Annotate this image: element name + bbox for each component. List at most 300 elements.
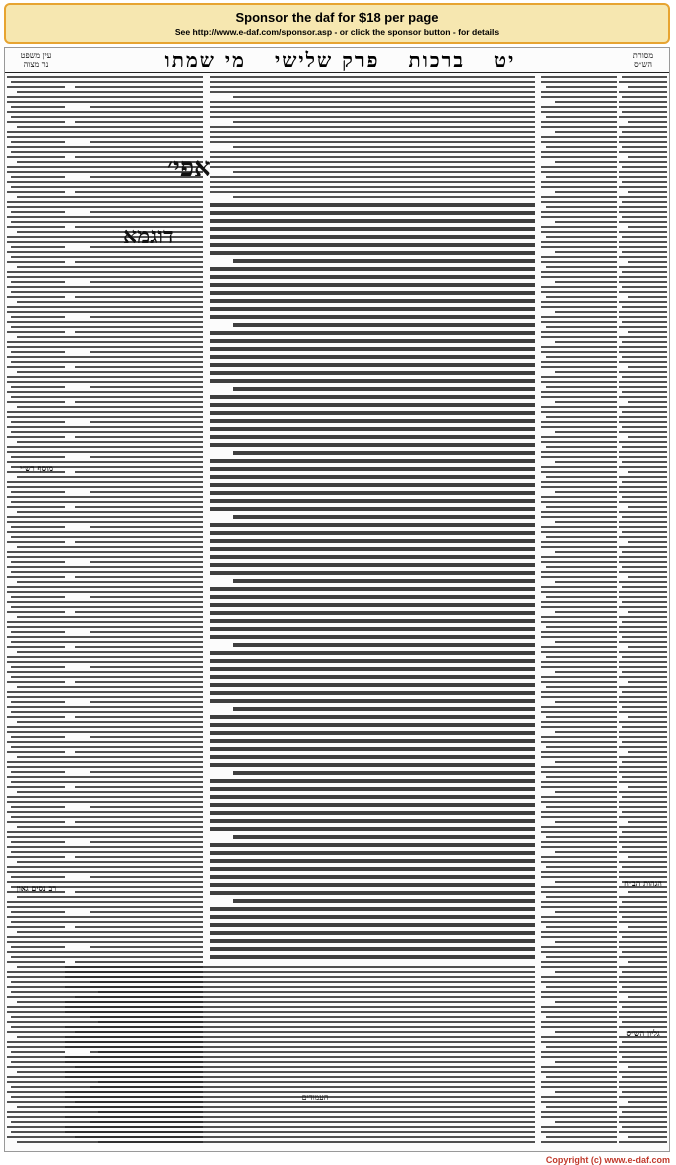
text-line — [11, 781, 65, 783]
text-line — [619, 196, 667, 198]
text-line — [619, 371, 667, 373]
text-line — [619, 476, 667, 478]
text-line — [7, 226, 65, 228]
text-line — [622, 936, 667, 938]
text-line — [75, 541, 203, 543]
text-line — [233, 121, 535, 123]
text-line — [546, 296, 617, 298]
text-line — [75, 926, 203, 928]
text-line — [65, 311, 203, 313]
text-line — [7, 436, 65, 438]
text-line — [622, 286, 667, 288]
text-line — [75, 681, 203, 683]
sponsor-subtitle[interactable]: See http://www.e-daf.com/sponsor.asp - or click the sponsor button - for details — [174, 27, 500, 37]
text-line — [541, 741, 617, 743]
text-line — [541, 381, 617, 383]
text-line — [17, 686, 65, 688]
text-line — [622, 566, 667, 568]
text-line — [65, 686, 203, 688]
text-line — [210, 459, 535, 463]
text-line — [210, 435, 535, 439]
text-line — [555, 281, 617, 283]
text-line — [11, 711, 65, 713]
text-line — [541, 406, 617, 408]
text-line — [7, 1126, 65, 1128]
dibur-hamatchil-word-2: דוגמא — [123, 223, 174, 249]
text-line — [541, 486, 617, 488]
text-line — [7, 836, 65, 838]
text-line — [622, 601, 667, 603]
text-line — [546, 476, 617, 478]
text-line — [65, 1041, 535, 1043]
section-label-hagahot-habach: הגהות הב״ח — [624, 878, 662, 888]
masoret-hashas-column — [619, 76, 667, 1146]
text-line — [65, 356, 203, 358]
text-line — [541, 861, 617, 863]
text-line — [546, 806, 617, 808]
text-line — [619, 136, 667, 138]
text-line — [65, 326, 203, 328]
text-line — [619, 711, 667, 713]
text-line — [622, 671, 667, 673]
text-line — [619, 301, 667, 303]
text-line — [7, 506, 65, 508]
text-line — [7, 936, 65, 938]
text-line — [210, 211, 535, 215]
text-line — [65, 416, 203, 418]
text-line — [65, 371, 203, 373]
text-line — [619, 361, 667, 363]
text-line — [619, 456, 667, 458]
text-line — [555, 1031, 617, 1033]
text-line — [546, 236, 617, 238]
text-line — [619, 721, 667, 723]
text-line — [541, 946, 617, 948]
text-line — [7, 346, 65, 348]
text-line — [11, 281, 65, 283]
text-line — [17, 266, 65, 268]
text-line — [555, 311, 617, 313]
text-line — [7, 111, 65, 113]
text-line — [7, 731, 65, 733]
text-line — [65, 676, 203, 678]
text-line — [541, 466, 617, 468]
text-line — [555, 851, 617, 853]
text-line — [65, 696, 203, 698]
text-line — [75, 366, 203, 368]
text-line — [17, 231, 65, 233]
text-line — [65, 481, 203, 483]
text-line — [210, 419, 535, 423]
text-line — [541, 796, 617, 798]
text-line — [90, 911, 203, 913]
text-line — [65, 861, 203, 863]
text-line — [65, 426, 203, 428]
text-line — [622, 146, 667, 148]
text-line — [7, 646, 65, 648]
text-line — [7, 821, 65, 823]
sponsor-banner[interactable] — [4, 3, 670, 44]
ein-mishpat-label: עין משפט — [20, 51, 52, 60]
text-line — [541, 1066, 617, 1068]
text-line — [541, 511, 617, 513]
text-line — [233, 323, 535, 327]
text-line — [619, 976, 667, 978]
top-commentary-block — [210, 76, 535, 201]
text-line — [7, 76, 65, 78]
ein-mishpat-column — [7, 76, 65, 1146]
text-line — [210, 136, 535, 138]
text-line — [619, 186, 667, 188]
text-line — [7, 531, 65, 533]
text-line — [541, 1021, 617, 1023]
text-line — [541, 291, 617, 293]
text-line — [210, 355, 535, 359]
text-line — [541, 931, 617, 933]
text-line — [75, 891, 203, 893]
text-line — [7, 656, 65, 658]
text-line — [622, 96, 667, 98]
text-line — [7, 556, 65, 558]
text-line — [619, 521, 667, 523]
text-line — [541, 591, 617, 593]
text-line — [233, 146, 535, 148]
text-line — [541, 451, 617, 453]
text-line — [622, 236, 667, 238]
text-line — [65, 901, 203, 903]
text-line — [210, 955, 535, 959]
text-line — [541, 196, 617, 198]
text-line — [210, 595, 535, 599]
text-line — [210, 475, 535, 479]
text-line — [65, 396, 203, 398]
text-line — [619, 651, 667, 653]
text-line — [11, 326, 65, 328]
text-line — [619, 451, 667, 453]
text-line — [17, 336, 65, 338]
text-line — [7, 516, 65, 518]
text-line — [65, 216, 203, 218]
copyright-link[interactable]: Copyright (c) www.e-daf.com — [545, 1155, 670, 1165]
text-line — [619, 911, 667, 913]
text-line — [65, 111, 203, 113]
text-line — [628, 1101, 667, 1103]
text-line — [7, 356, 65, 358]
text-line — [628, 331, 667, 333]
text-line — [7, 551, 65, 553]
text-line — [210, 86, 535, 88]
text-line — [546, 146, 617, 148]
text-line — [555, 221, 617, 223]
text-line — [628, 401, 667, 403]
text-line — [619, 81, 667, 83]
text-line — [7, 241, 65, 243]
text-line — [65, 616, 203, 618]
text-line — [210, 947, 535, 951]
text-line — [622, 866, 667, 868]
text-line — [541, 766, 617, 768]
text-line — [619, 91, 667, 93]
text-line — [7, 521, 65, 523]
text-line — [90, 876, 203, 878]
text-line — [75, 436, 203, 438]
text-line — [7, 251, 65, 253]
text-line — [622, 426, 667, 428]
text-line — [541, 841, 617, 843]
text-line — [233, 643, 535, 647]
text-line — [541, 646, 617, 648]
text-line — [541, 396, 617, 398]
text-line — [541, 1101, 617, 1103]
text-line — [65, 301, 203, 303]
text-line — [7, 401, 65, 403]
text-line — [619, 1011, 667, 1013]
text-line — [210, 939, 535, 943]
masoret-label: מסורת — [632, 51, 654, 60]
text-line — [541, 411, 617, 413]
text-line — [555, 881, 617, 883]
text-line — [210, 499, 535, 503]
text-line — [65, 801, 203, 803]
text-line — [541, 516, 617, 518]
text-line — [65, 766, 203, 768]
text-line — [541, 966, 617, 968]
text-line — [7, 801, 65, 803]
text-line — [17, 616, 65, 618]
text-line — [210, 651, 535, 655]
text-line — [7, 796, 65, 798]
text-line — [622, 636, 667, 638]
text-line — [619, 1016, 667, 1018]
section-label-musaf-rashi: מוסף רש״י — [20, 463, 53, 473]
text-line — [11, 701, 65, 703]
text-line — [546, 896, 617, 898]
text-line — [541, 241, 617, 243]
text-line — [7, 691, 65, 693]
tractate-name: ברכות — [408, 48, 466, 72]
text-line — [619, 666, 667, 668]
text-line — [210, 203, 535, 207]
text-line — [65, 871, 203, 873]
text-line — [210, 275, 535, 279]
text-line — [541, 111, 617, 113]
text-line — [619, 416, 667, 418]
text-line — [65, 951, 203, 953]
text-line — [628, 366, 667, 368]
text-line — [541, 886, 617, 888]
text-line — [210, 891, 535, 895]
text-line — [90, 701, 203, 703]
text-line — [11, 536, 65, 538]
text-line — [541, 696, 617, 698]
text-line — [628, 226, 667, 228]
text-line — [541, 1011, 617, 1013]
page-number: יט — [494, 48, 516, 72]
text-line — [65, 556, 203, 558]
text-line — [17, 721, 65, 723]
text-line — [233, 899, 535, 903]
text-line — [90, 631, 203, 633]
section-label-gilyon-hashas: גליון הש״ס — [626, 1028, 660, 1038]
text-line — [555, 131, 617, 133]
text-line — [622, 181, 667, 183]
text-line — [210, 251, 535, 255]
text-line — [11, 561, 65, 563]
text-line — [65, 306, 203, 308]
text-line — [11, 456, 65, 458]
text-line — [628, 751, 667, 753]
text-line — [65, 291, 203, 293]
text-line — [555, 551, 617, 553]
text-line — [11, 526, 65, 528]
text-line — [541, 531, 617, 533]
text-line — [65, 816, 203, 818]
text-line — [11, 641, 65, 643]
text-line — [65, 671, 203, 673]
text-line — [541, 91, 617, 93]
text-line — [541, 1096, 617, 1098]
text-line — [65, 1076, 535, 1078]
text-line — [7, 941, 65, 943]
text-line — [622, 1056, 667, 1058]
text-line — [619, 441, 667, 443]
text-line — [11, 106, 65, 108]
text-line — [628, 1136, 667, 1138]
text-line — [65, 796, 203, 798]
text-line — [11, 81, 65, 83]
text-line — [7, 996, 65, 998]
text-line — [619, 1106, 667, 1108]
text-line — [65, 101, 203, 103]
text-line — [619, 526, 667, 528]
text-line — [546, 566, 617, 568]
text-line — [65, 921, 203, 923]
text-line — [541, 261, 617, 263]
text-line — [17, 476, 65, 478]
text-line — [210, 843, 535, 847]
text-line — [541, 936, 617, 938]
text-line — [17, 371, 65, 373]
text-line — [7, 311, 65, 313]
text-line — [210, 779, 535, 783]
text-line — [11, 771, 65, 773]
text-line — [619, 291, 667, 293]
text-line — [17, 1001, 65, 1003]
text-line — [65, 651, 203, 653]
text-line — [233, 171, 535, 173]
text-line — [65, 186, 203, 188]
text-line — [541, 816, 617, 818]
text-line — [65, 1121, 535, 1123]
text-line — [619, 941, 667, 943]
text-line — [619, 161, 667, 163]
text-line — [65, 1036, 535, 1038]
text-line — [555, 581, 617, 583]
text-line — [619, 486, 667, 488]
text-line — [541, 906, 617, 908]
text-line — [541, 636, 617, 638]
text-line — [75, 821, 203, 823]
text-line — [622, 251, 667, 253]
text-line — [619, 746, 667, 748]
text-line — [65, 601, 203, 603]
text-line — [619, 906, 667, 908]
text-line — [11, 946, 65, 948]
text-line — [622, 1091, 667, 1093]
text-line — [7, 216, 65, 218]
text-line — [98, 1021, 535, 1023]
text-line — [541, 571, 617, 573]
text-line — [65, 746, 203, 748]
text-line — [546, 836, 617, 838]
text-line — [210, 587, 535, 591]
text-line — [11, 186, 65, 188]
text-line — [628, 646, 667, 648]
text-line — [90, 526, 203, 528]
text-line — [7, 591, 65, 593]
talmud-page — [4, 47, 670, 1152]
text-line — [7, 1091, 65, 1093]
text-line — [619, 536, 667, 538]
text-line — [7, 411, 65, 413]
text-line — [619, 851, 667, 853]
text-line — [65, 906, 203, 908]
text-line — [541, 276, 617, 278]
text-line — [210, 191, 535, 193]
text-line — [98, 1081, 535, 1083]
text-line — [7, 486, 65, 488]
text-line — [628, 786, 667, 788]
text-line — [11, 1121, 65, 1123]
text-line — [619, 1001, 667, 1003]
text-line — [619, 896, 667, 898]
text-line — [619, 1086, 667, 1088]
text-line — [65, 791, 203, 793]
text-line — [541, 771, 617, 773]
text-line — [541, 1071, 617, 1073]
sponsor-title[interactable]: Sponsor the daf for $18 per page — [235, 10, 439, 25]
text-line — [546, 656, 617, 658]
text-line — [541, 426, 617, 428]
text-line — [7, 146, 65, 148]
text-line — [541, 166, 617, 168]
text-line — [555, 1061, 617, 1063]
text-line — [65, 276, 203, 278]
text-line — [17, 1141, 65, 1143]
text-line — [75, 961, 203, 963]
text-line — [65, 451, 203, 453]
text-line — [555, 911, 617, 913]
text-line — [541, 351, 617, 353]
text-line — [7, 986, 65, 988]
text-line — [65, 1136, 535, 1138]
text-line — [541, 811, 617, 813]
text-line — [619, 841, 667, 843]
text-line — [619, 316, 667, 318]
text-line — [7, 741, 65, 743]
text-line — [619, 386, 667, 388]
text-line — [7, 1046, 65, 1048]
text-line — [555, 641, 617, 643]
text-line — [7, 761, 65, 763]
text-line — [622, 111, 667, 113]
text-line — [541, 226, 617, 228]
text-line — [65, 996, 535, 998]
text-line — [11, 921, 65, 923]
text-line — [7, 1116, 65, 1118]
text-line — [75, 611, 203, 613]
text-line — [622, 446, 667, 448]
